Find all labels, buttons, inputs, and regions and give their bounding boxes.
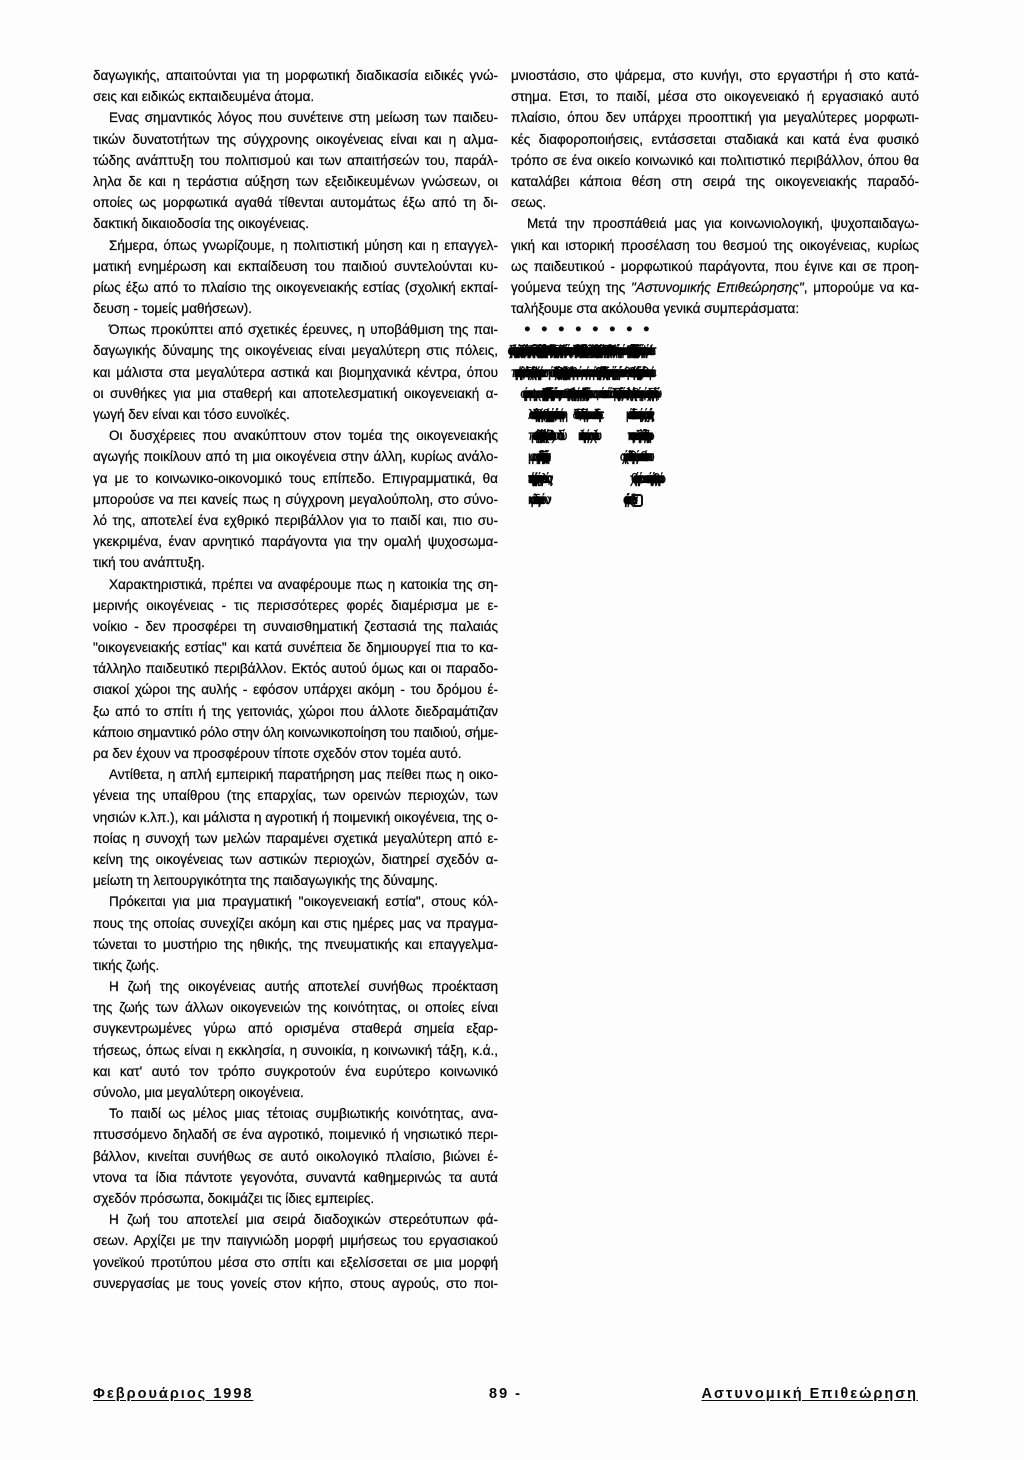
line-text: ως παιδευτικού - μορφωτικού παράγοντα, που έγινε και σε προη- (511, 258, 919, 274)
line-text: χθούν αργότερα οι προσωπικές απόψεις, η κοσμοθεωρία και η ι- (630, 470, 647, 486)
footer-date: Φεβρουάριος 1998 (93, 1386, 254, 1402)
bullet-icon: ● (609, 323, 616, 336)
line-text: σιακοί χώροι της αυλής - εφόσον υπάρχει ακόμη - του δρόμου έ- (93, 682, 498, 698)
line-text: τική του ανάπτυξη. (93, 555, 205, 571)
text-line (511, 319, 531, 340)
line-text: στην προσωπικότητα του παιδιού βαθιές μεταβολές, οι οποίες πα- (613, 343, 630, 359)
bullet-icon: ● (558, 323, 565, 336)
line-text: στη Θρησκευτική τους πίστη (Θρησκευτική αγωγή). (562, 385, 578, 401)
line-text: δευση - τομείς μαθήσεων). (93, 301, 252, 317)
line-text: μνιοστάσιο, στο ψάρεμα, στο κυνήγι, στο εργαστήρι ή στο κατά- (511, 68, 919, 83)
text-line (93, 679, 498, 700)
line-text: κές διαφοροποιήσεις, εντάσσεται σταδιακά και κατά ένα φυσικό (511, 131, 919, 147)
paragraph (511, 213, 919, 319)
text-line (93, 86, 498, 107)
bullet-item (562, 319, 582, 404)
line-text: σεις και ειδικώς εκπαιδευμένα άτομα. (93, 89, 315, 105)
text-line (511, 107, 919, 128)
text-line (511, 340, 528, 361)
line-text: συγκεντρωμένες γύρω από ορισμένα σταθερά σημεία εξαρ- (93, 1021, 498, 1037)
text-line (93, 722, 498, 743)
line-text: οι συνθήκες για μια σταθερή και αποτελεσματική οικογενειακή α- (93, 385, 498, 401)
line-text: ντιλήψεις (ηθική αγωγή / moralisation), ενώ παράλληλα το μυούν (562, 364, 579, 380)
text-line (93, 383, 498, 404)
text-line (630, 383, 647, 404)
bullet-item (528, 319, 548, 510)
text-line (93, 574, 498, 595)
text-line (93, 446, 498, 467)
text-line (511, 235, 919, 256)
footer-page-number: 89 - (489, 1386, 522, 1402)
text-line (93, 552, 498, 573)
line-text: μείωτη τη λειτουργικότητα της παιδαγωγικής της δύναμης. (93, 873, 438, 889)
text-line (579, 383, 596, 404)
line-text: Το παιδί ως μέλος μιας τέτοιας συμβιωτικής κοινότητας, ανα- (109, 1106, 498, 1122)
text-line (613, 383, 630, 404)
line-text: σεων. Αρχίζει με την παιγνιώδη μορφή μιμήσεως του εργασιακού (93, 1233, 498, 1249)
text-line (93, 1124, 498, 1145)
text-line (511, 86, 919, 107)
line-text: ρίως έξω από το πλαίσιο της οικογενειακής εστίας (σχολική εκπαί- (93, 279, 498, 295)
text-line (93, 764, 498, 785)
line-text: στηρίζουν οι ειδικοί, δεν είναι δυνατό να υποκαταστήσει η διδα- (579, 407, 596, 422)
line-text: τάλληλο παιδευτικό περιβάλλον. Εκτός αυτού όμως και οι παραδο- (93, 661, 498, 677)
text-line (545, 362, 562, 383)
text-line (511, 171, 919, 192)
line-text: ξωτερικές επιδράσεις και τις μεταγενέστερες κοινωνικές αλλαγές. (613, 385, 629, 401)
text-line (93, 913, 498, 934)
line-text: πτύσσονται οι δεξιότητές του (αισθησιο - κινητικές, γλωσσικές, (545, 364, 562, 380)
text-line (511, 277, 919, 298)
line-text: συνεργασίας με τους γονείς στον κήπο, στους αγρούς, στο ποι- (93, 1275, 498, 1291)
line-text: κτική λειτουργία του σχολείου. (579, 428, 595, 444)
line-text: ταλήξουμε στα ακόλουθα γενικά συμπεράσματα: (511, 301, 800, 317)
line-text: κυρίως δε των γονέων. (528, 491, 544, 507)
text-line (545, 319, 565, 340)
line-text: αγωγής ποικίλουν από τη μια οικογένεια στην άλλη, κυρίως ανάλο- (93, 449, 498, 465)
text-line (579, 319, 599, 340)
text-line (93, 1167, 498, 1188)
line-text: ξω από το σπίτι ή της γειτονιάς, χώροι που άλλοτε διεδραμάτιζαν (93, 703, 498, 719)
text-line (93, 976, 498, 997)
text-line (528, 446, 545, 467)
text-line (93, 595, 498, 616)
text-line (93, 891, 498, 912)
text-line (528, 319, 548, 340)
bullet-icon: ● (626, 323, 633, 336)
text-line (511, 150, 919, 171)
line-text: Χαρακτηριστικά, πρέπει να αναφέρουμε πως η κατοικία της ση- (109, 576, 498, 592)
line-text: τικών δυνατοτήτων της σύγχρονης οικογένειας είναι και η αλμα- (93, 131, 498, 147)
text-line (562, 340, 579, 361)
text-line (596, 340, 613, 361)
line-text: ριφοράς του και πραγματοποιείται η πρώτη κοινωνικοποίηση (545, 407, 562, 422)
text-line (528, 340, 545, 361)
line-text: ραμένουν συνήθως αναλλοίωτες και ανεπηρέαστες από τις ε- (613, 364, 630, 380)
line-text: και η ισόρροπη ψυχοσωματική ανάπτυξη του παιδιού. Το περιβάλ- (528, 385, 545, 401)
bullet-icon: ● (592, 323, 599, 336)
text-line (93, 1040, 498, 1061)
bullet-item (596, 319, 616, 404)
italic-title-text: "Αστυνομικής Επιθεώρησης" (631, 279, 804, 295)
paragraph (93, 107, 498, 234)
text-line (93, 807, 498, 828)
paragraph (93, 574, 498, 765)
text-line (630, 446, 647, 467)
line-text (511, 280, 919, 295)
line-text: γκεκριμένα, έναν αρνητικό παράγοντα για την ομαλή ψυχοσωμα- (93, 534, 498, 550)
text-line (528, 404, 545, 425)
text-line (528, 468, 545, 489)
line-text: γένεια της υπαίθρου (της επαρχίας, των ορεινών περιοχών, των (93, 788, 498, 804)
text-line (528, 383, 545, 404)
line-text: ντονα τα ίδια πάντοτε γεγονότα, συναντά καθημερινώς τα αυτά (93, 1169, 498, 1185)
text-line (562, 319, 582, 340)
line-text: το απαραίτητο συναισθηματικό κλίμα ("κοινότητα αγάπης"), μέσα (528, 343, 545, 359)
bullet-icon: ● (575, 323, 582, 336)
text-line (528, 489, 545, 510)
line-text: Πρόκειται για μια πραγματική "οικογενειακή εστία", στους κόλ- (109, 894, 498, 910)
text-line (511, 362, 528, 383)
line-text: και μάλιστα στα μεγαλύτερα αστικά και βιομηχανικά κέντρα, όπου (93, 364, 498, 380)
line-text: ματική ενημέρωση και εκπαίδευση του παιδιού συντελούνται κυ- (93, 258, 498, 274)
text-line (93, 468, 498, 489)
text-line (93, 1230, 498, 1251)
text-line (93, 425, 498, 446)
line-text: "οικογενειακής εστίας" και κατά συνέπεια δε δημιουργεί πια το κα- (93, 640, 498, 656)
line-text: σχολική ηλικία και ολοκληρώνεται στην εφηβεία η σεξουαλική α- (579, 343, 596, 359)
text-line (562, 362, 579, 383)
line-text: της ζωής των άλλων οικογενειών της κοινότητας, οι οποίες είναι (93, 1000, 498, 1016)
line-text: ται για μια σημαντική παιδευτική διαδικασία, την οποία, όπως υπο- (579, 385, 596, 401)
text-line (93, 637, 498, 658)
line-text: λό της, αποτελεί ένα εχθρικό περιβάλλον για το παιδί και, πιο συ- (93, 512, 498, 528)
text-line (93, 785, 498, 806)
text-line (630, 404, 647, 425)
text-line (511, 129, 919, 150)
line-text: δακτική δικαιοδοσία της οικογένειας. (93, 216, 310, 232)
line-text: σχεδόν πρόσωπα, δοκιμάζει τις ίδιες εμπειρίες. (93, 1190, 375, 1206)
line-text: πρώτης αγωγής του παιδιού. Ο βαθμός επιτυχίας του πολλαπλού (528, 428, 545, 444)
text-line (596, 362, 613, 383)
line-text: καταλάβει κάποια θέση στη σειρά της οικογενειακής παραδό- (511, 173, 919, 189)
text-line (511, 65, 919, 86)
text-line (579, 340, 596, 361)
text-line (93, 531, 498, 552)
text-line (596, 319, 616, 340)
text-line (93, 1082, 498, 1103)
line-text: τεύει στο παιδί και μέσω αυτού στις επερχόμενες γενεές την έν- (630, 407, 647, 422)
line-text: γική και ιστορική προσέλαση του θεσμού της οικογένειας, κυρίως (511, 237, 919, 253)
continued-paragraph (93, 65, 498, 107)
left-column (93, 65, 498, 1294)
line-text: τρόπο σε ένα οικείο κοινωνικό και πολιτιστικό περιβάλλον, όπου θα (511, 152, 919, 168)
text-line (596, 383, 613, 404)
bullet-item (545, 319, 565, 446)
text-line (93, 955, 498, 976)
text-line (93, 489, 498, 510)
text-line (545, 340, 562, 361)
bullet-item (579, 319, 599, 446)
line-text: της ψυχοδυναμικής της, διαμορφώνεται - σχεδόν οριστικά - ο (511, 343, 528, 359)
line-text: πους της οποίας συνεχίζει ακόμη και στις ημέρες μας να πραγμα- (93, 915, 498, 931)
text-line (545, 404, 562, 425)
text-line (511, 213, 919, 234)
line-text: Η ζωή του αποτελεί μια σειρά διαδοχικών στερεότυπων φά- (109, 1212, 498, 1228)
line-text: κείνη της οικογένειας των αστικών περιοχών, διατηρεί σχεδόν α- (93, 851, 498, 867)
line-text: πέναντι στο κοινωνικό σύνολο. (596, 385, 612, 401)
text-line (93, 340, 498, 361)
text-line (528, 425, 545, 446)
text-segment: , μπορούμε να κα- (803, 279, 919, 295)
text-line (93, 404, 498, 425)
text-segment: γούμενα τεύχη της (511, 279, 631, 295)
text-line (93, 1188, 498, 1209)
text-line (93, 65, 498, 86)
text-line (579, 425, 596, 446)
line-text: σύνολο, μια μεγαλύτερη οικογένεια. (93, 1085, 304, 1100)
text-line (93, 298, 498, 319)
text-line (93, 1018, 498, 1039)
bullet-icon: ● (541, 323, 548, 336)
line-text: σ' αυτόν. Υπ' αυτή την έννοια, η οικογένεια πρέπει να θεωρείται (630, 364, 647, 380)
text-line (93, 616, 498, 637)
text-line (511, 192, 919, 213)
text-line (613, 340, 630, 361)
text-line (93, 107, 498, 128)
text-line (93, 828, 498, 849)
line-text: Όπως προκύπτει από σχετικές έρευνες, η υποβάθμιση της παι- (109, 322, 498, 338)
end-of-article-square-icon (631, 494, 643, 507)
paragraph (93, 235, 498, 320)
line-text: πλαίσιο, όπου δεν υπάρχει προοπτική για μεγαλύτερες μορφωτι- (511, 110, 919, 126)
line-text: τήσεως, όπως είναι η εκκλησία, η συνοικία, η κοινωνική τάξη, κ.ά., (93, 1042, 498, 1058)
text-line (511, 298, 919, 319)
text-line (93, 1061, 498, 1082)
text-line (528, 362, 545, 383)
paragraph (93, 1103, 498, 1209)
text-line (630, 468, 647, 489)
text-line (93, 277, 498, 298)
line-text: και κατ' αυτό τον τρόπο συγκροτούν ένα ευρύτερο κοινωνικό (93, 1063, 498, 1079)
line-text: κάποιας κοσμοθεωρίας, διδάσκουν σ' αυτό ορισμένες ηθικές α- (562, 343, 579, 359)
line-text: κάποιο σημαντικό ρόλο στην όλη κοινωνικοποίηση του παιδιού, σήμε- (93, 724, 498, 740)
text-line (93, 1252, 498, 1273)
line-text: μορφωτικού έργου της οικογένειας εξαρτάται ειδικότερα από την (528, 449, 545, 465)
line-text: νοια της παραδόσεως. Η οικογένεια με αυτό τον τρόπο δημιουρ- (630, 428, 647, 444)
text-line (93, 213, 498, 234)
text-line (630, 489, 647, 510)
line-text: μερινής οικογένειας - τις περισσότερες φορές διαμέρισμα με ε- (93, 597, 498, 613)
line-text: Αντίθετα, η απλή εμπειρική παρατήρηση μας πείθει πως η οικο- (109, 767, 498, 783)
right-column (511, 65, 919, 510)
line-text: γενειακό του περιβάλλον θα εξαρτηθεί σε μεγάλο βαθμό η μετα- (596, 343, 613, 359)
line-text: νοητικές - γνωστικές κ.ά.), διαμορφώνονται οι τρόποι της συμπε- (545, 385, 562, 401)
line-text: γενέστερη κοινωνική του συμπεριφορά και η εν γένει στάση του α- (596, 364, 613, 380)
line-text: Οι δυσχέρειες που ανακύπτουν στον τομέα της οικογενειακής (109, 428, 498, 444)
text-line (93, 192, 498, 213)
text-line (93, 362, 498, 383)
text-line (93, 1103, 498, 1124)
line-text: Η ζωή της οικογένειας αυτής αποτελεί συνήθως προέκταση (109, 979, 498, 995)
line-text: γεί στο παιδί ένα ισχυρό συναίσθημα, πάνω στο οποίο θα αναπτυ- (630, 449, 647, 465)
text-line (579, 362, 596, 383)
line-text: (socialisation) του παιδιού. (545, 428, 561, 444)
text-line (93, 1146, 498, 1167)
text-line (630, 340, 647, 361)
line-text: ενότητα, την ψυχική υγεία και την πνευματικότητα των μελών της, (528, 470, 545, 486)
text-line (93, 150, 498, 171)
text-line (93, 934, 498, 955)
text-line (93, 510, 498, 531)
paragraph (93, 1209, 498, 1294)
footer-publication-title: Αστυνομική Επιθεώρηση (701, 1386, 918, 1402)
text-line (630, 362, 647, 383)
text-line (93, 1273, 498, 1294)
line-text: στοιχείο σταθερότητας και φορέας συντηρητισμού, διότι διοχε- (630, 385, 647, 401)
text-line (93, 701, 498, 722)
text-line (630, 425, 647, 446)
text-line (93, 743, 498, 764)
line-text: ρα δεν έχουν να προσφέρουν τίποτε σχεδόν στον τομέα αυτό. (93, 746, 462, 761)
line-text: πτυσσόμενο δηλαδή σε ένα αγροτικό, ποιμενικό ή νησιωτικό περι- (93, 1127, 498, 1143)
paragraph (93, 891, 498, 976)
text-line (562, 383, 579, 404)
text-line (93, 849, 498, 870)
text-line (613, 319, 633, 340)
line-text: βάλλον, κινείται συνήθως σε αυτό οικολογικό πλαίσιο, βιώνει έ- (93, 1148, 498, 1164)
bullet-item (511, 319, 531, 383)
bullet-icon: ● (524, 323, 531, 336)
line-text: πυρήνας της προσωπικότητας του νέου ανθρώπου. (511, 364, 527, 380)
line-text: μπορούσε να πει κανείς πως η σύγχρονη μεγαλούπολη, στο σύνο- (93, 491, 498, 507)
line-text: δαγωγικής, απαιτούνται για τη μορφωτική διαδικασία ειδικές γνώ- (93, 68, 498, 83)
text-line (93, 870, 498, 891)
text-line (630, 319, 650, 340)
line-text: γονεϊκού προτύπου μέσα στο σπίτι και εξελίσσεται σε μια μορφή (93, 1254, 498, 1270)
line-text: της κοινωνίας, στην οποία ανήκει, και το βοηθά να προσαρμοστεί (630, 343, 647, 359)
paragraph (93, 425, 498, 573)
line-text: ληλα δε και η τεράστια αύξηση των εξειδικευμένων γνώσεων, οι (93, 173, 498, 189)
line-text: σεως. (511, 195, 547, 211)
line-text: ποίας η συνοχή των μελών παραμένει σχετικά μεγαλύτερη από ε- (93, 830, 498, 846)
line-text: στημα. Ετσι, το παιδί, μέσα στο οικογενειακό ή εργασιακό αυτό (511, 89, 919, 105)
line-text: στο οποίο είναι δυνατό να επιτευχθεί η συναισθηματική ωρίμανση (528, 364, 545, 380)
text-line (93, 171, 498, 192)
paragraph (93, 764, 498, 891)
line-text: τώδης ανάπτυξη του πολιτισμού και των απαιτήσεών του, παράλ- (93, 152, 498, 168)
paragraph (93, 319, 498, 425)
bullet-item (630, 319, 650, 510)
line-text: τικής ζωής. (93, 957, 160, 973)
text-line (93, 235, 498, 256)
line-text: νοίκιο - δεν προσφέρει τη συναισθηματική ζεστασιά της παλαιάς (93, 618, 498, 634)
line-text: παιδί γνώσεις, μεταδίδονται πληροφορίες, ασκούνται και ανα- (545, 343, 562, 359)
text-line (93, 256, 498, 277)
text-line (93, 1209, 498, 1230)
bullet-item (613, 319, 633, 404)
text-line (579, 404, 596, 425)
text-line (511, 256, 919, 277)
line-text: λον αυτό δημιουργεί τις κατάλληλες συνθήκες για την επιτυχία της (528, 407, 545, 422)
line-text: Σήμερα, όπως γνωρίζουμε, η πολιτιστική μύηση και η επαγγελ- (109, 237, 498, 253)
line-text: τώνεται το μυστήριο της ηθικής, της πνευματικής και επαγγελμα- (93, 936, 498, 952)
line-text: Μετά την προσπάθειά μας για κοινωνιολογική, ψυχοπαιδαγω- (527, 216, 919, 232)
text-line (93, 658, 498, 679)
continued-paragraph (511, 65, 919, 213)
line-text: Ενας σημαντικός λόγος που συνέτεινε στη μείωση των παιδευ- (109, 110, 498, 126)
line-text: νησιών κ.λπ.), και μάλιστα η αγροτική ή ποιμενική οικογένεια, της ο- (93, 809, 498, 825)
text-line (613, 362, 630, 383)
text-line (93, 319, 498, 340)
line-text: δαγωγικής δύναμης της οικογένειας είναι μεγαλύτερη στις πόλεις, (93, 343, 498, 359)
line-text: γα με το κοινωνικο-οικονομικό τους επίπεδο. Επιγραμματικά, θα (93, 470, 498, 486)
text-line (93, 997, 498, 1018)
bullet-icon: ● (643, 323, 650, 336)
text-line (545, 425, 562, 446)
text-line (545, 383, 562, 404)
line-text: γωγή δεν είναι και τόσο ευνοϊκές. (93, 407, 290, 422)
line-text: οποίες ως μορφωτικά αγαθά τίθενται αυτομάτως έξω από τη δι- (93, 195, 498, 211)
text-line (93, 129, 498, 150)
line-text: γωγή του αναπτυσσόμενου ανθρώπου (παιδιού - εφήβου). Πρόκει- (579, 364, 596, 380)
paragraph (93, 976, 498, 1103)
